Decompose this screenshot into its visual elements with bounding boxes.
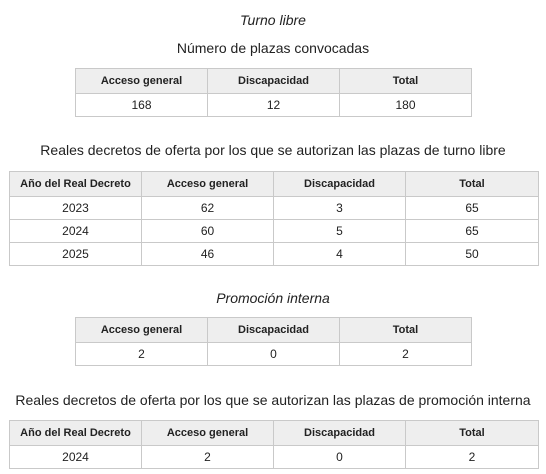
table-cell: 2 <box>340 343 472 366</box>
table-cell: 0 <box>208 343 340 366</box>
table-cell: 3 <box>274 197 406 220</box>
column-header: Año del Real Decreto <box>10 421 142 446</box>
table-cell: 62 <box>142 197 274 220</box>
plazas-promocion-interna-table <box>75 317 472 366</box>
promocion-interna-heading: Promoción interna <box>216 290 330 306</box>
table-row <box>10 243 539 266</box>
table-cell: 12 <box>208 94 340 117</box>
table-header-row <box>10 421 539 446</box>
column-header: Total <box>406 172 539 197</box>
table-row <box>10 197 539 220</box>
table-header-row <box>76 69 472 94</box>
column-header: Total <box>340 69 472 94</box>
decretos-turno-libre-table <box>9 171 539 266</box>
column-header: Discapacidad <box>208 318 340 343</box>
table-cell: 4 <box>274 243 406 266</box>
table-cell: 168 <box>76 94 208 117</box>
turno-libre-heading: Turno libre <box>240 12 306 28</box>
table-cell: 50 <box>406 243 539 266</box>
column-header: Total <box>340 318 472 343</box>
table-cell: 2024 <box>10 220 142 243</box>
table-header-row <box>76 318 472 343</box>
table-cell: 60 <box>142 220 274 243</box>
column-header: Acceso general <box>76 69 208 94</box>
table-cell: 5 <box>274 220 406 243</box>
column-header: Acceso general <box>142 172 274 197</box>
table-cell: 0 <box>274 446 406 469</box>
column-header: Discapacidad <box>274 172 406 197</box>
table-cell: 2025 <box>10 243 142 266</box>
column-header: Acceso general <box>76 318 208 343</box>
table-cell: 46 <box>142 243 274 266</box>
column-header: Acceso general <box>142 421 274 446</box>
decretos-promocion-interna-table <box>9 420 539 469</box>
column-header: Discapacidad <box>274 421 406 446</box>
table-row <box>10 446 539 469</box>
table-cell: 2 <box>406 446 539 469</box>
decretos-promocion-interna-heading: Reales decretos de oferta por los que se autorizan las plazas de promoción interna <box>15 392 531 408</box>
table-cell: 65 <box>406 197 539 220</box>
table-cell: 180 <box>340 94 472 117</box>
plazas-turno-libre-table <box>75 68 472 117</box>
table-cell: 2023 <box>10 197 142 220</box>
table-row <box>76 94 472 117</box>
column-header: Discapacidad <box>208 69 340 94</box>
table-row <box>10 220 539 243</box>
table-row <box>76 343 472 366</box>
table-cell: 2 <box>76 343 208 366</box>
plazas-convocadas-heading: Número de plazas convocadas <box>176 40 370 56</box>
table-cell: 2 <box>142 446 274 469</box>
table-cell: 65 <box>406 220 539 243</box>
column-header: Total <box>406 421 539 446</box>
table-header-row <box>10 172 539 197</box>
decretos-turno-libre-heading: Reales decretos de oferta por los que se autorizan las plazas de turno libre <box>40 142 506 158</box>
table-cell: 2024 <box>10 446 142 469</box>
column-header: Año del Real Decreto <box>10 172 142 197</box>
